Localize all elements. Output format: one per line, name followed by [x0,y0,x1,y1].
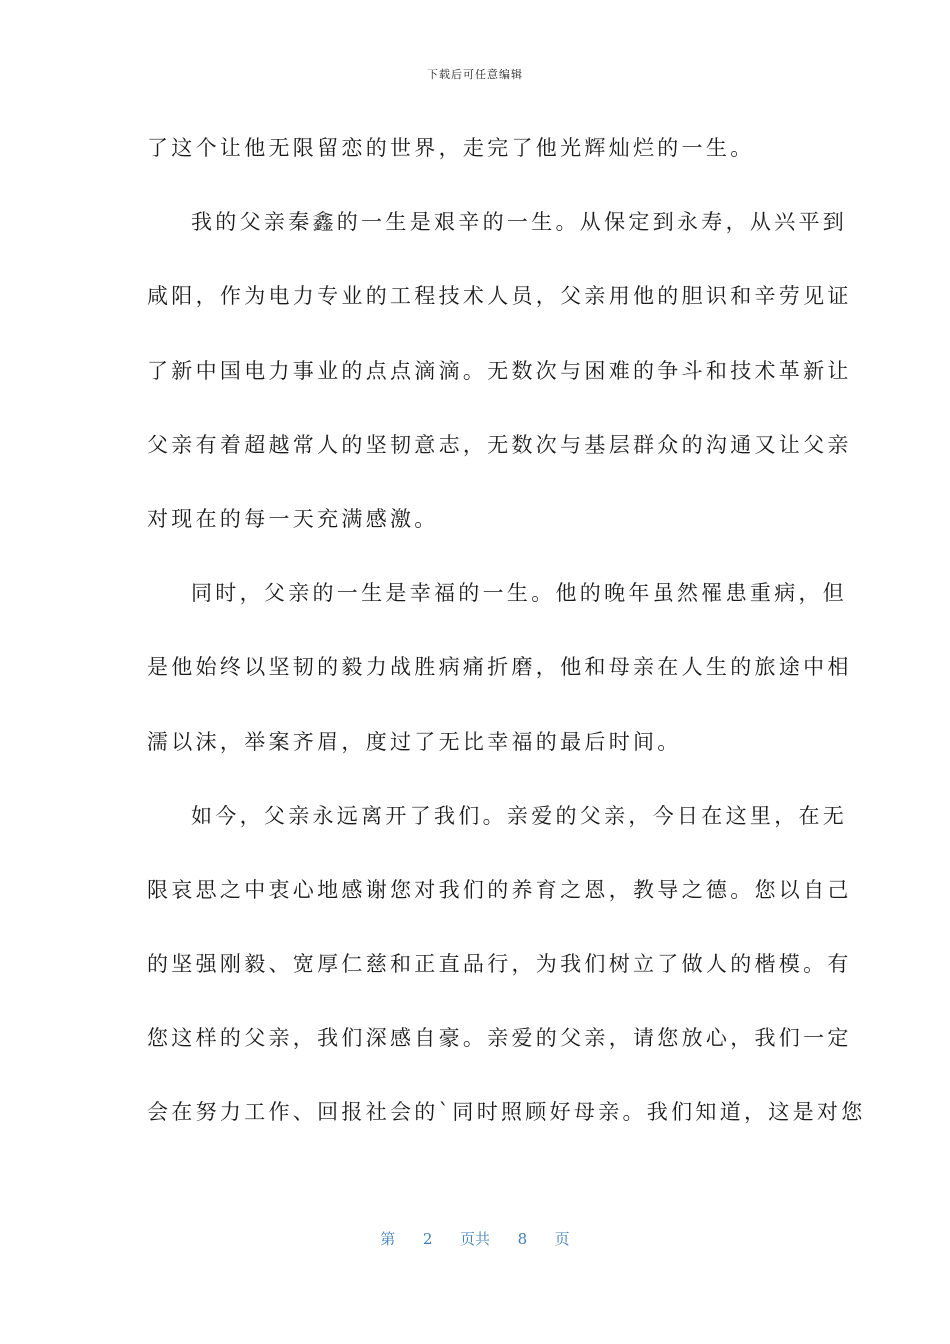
body-line-8: 是他始终以坚韧的毅力战胜病痛折磨，他和母亲在人生的旅途中相 [147,655,852,680]
page-footer [0,1228,950,1249]
body-line-7: 同时，父亲的一生是幸福的一生。他的晚年虽然罹患重病，但 [191,581,848,606]
footer-middle: 页共 [459,1230,490,1248]
body-line-5: 父亲有着超越常人的坚韧意志，无数次与基层群众的沟通又让父亲 [147,432,852,457]
page-header: 下载后可任意编辑 [427,68,523,81]
body-line-2: 我的父亲秦鑫的一生是艰辛的一生。从保定到永寿，从兴平到 [191,210,848,235]
body-line-13: 您这样的父亲，我们深感自豪。亲爱的父亲，请您放心，我们一定 [147,1026,852,1051]
footer-total-pages: 8 [517,1230,528,1248]
body-line-12: 的坚强刚毅、宽厚仁慈和正直品行，为我们树立了做人的楷模。有 [147,952,852,977]
footer-page-number: 2 [422,1230,433,1248]
body-line-14: 会在努力工作、回报社会的`同时照顾好母亲。我们知道，这是对您 [147,1100,866,1125]
body-line-9: 濡以沫，举案齐眉，度过了无比幸福的最后时间。 [147,729,682,754]
footer-suffix: 页 [554,1230,570,1248]
body-line-10: 如今，父亲永远离开了我们。亲爱的父亲，今日在这里，在无 [191,803,848,828]
footer-prefix: 第 [380,1230,396,1248]
body-line-3: 咸阳，作为电力专业的工程技术人员，父亲用他的胆识和辛劳见证 [147,284,852,309]
body-line-4: 了新中国电力事业的点点滴滴。无数次与困难的争斗和技术革新让 [147,358,852,383]
body-line-6: 对现在的每一天充满感激。 [147,506,439,531]
body-line-1: 了这个让他无限留恋的世界，走完了他光辉灿烂的一生。 [147,136,755,160]
body-line-11: 限哀思之中衷心地感谢您对我们的养育之恩，教导之德。您以自己 [147,877,852,902]
document-body [147,128,866,1167]
